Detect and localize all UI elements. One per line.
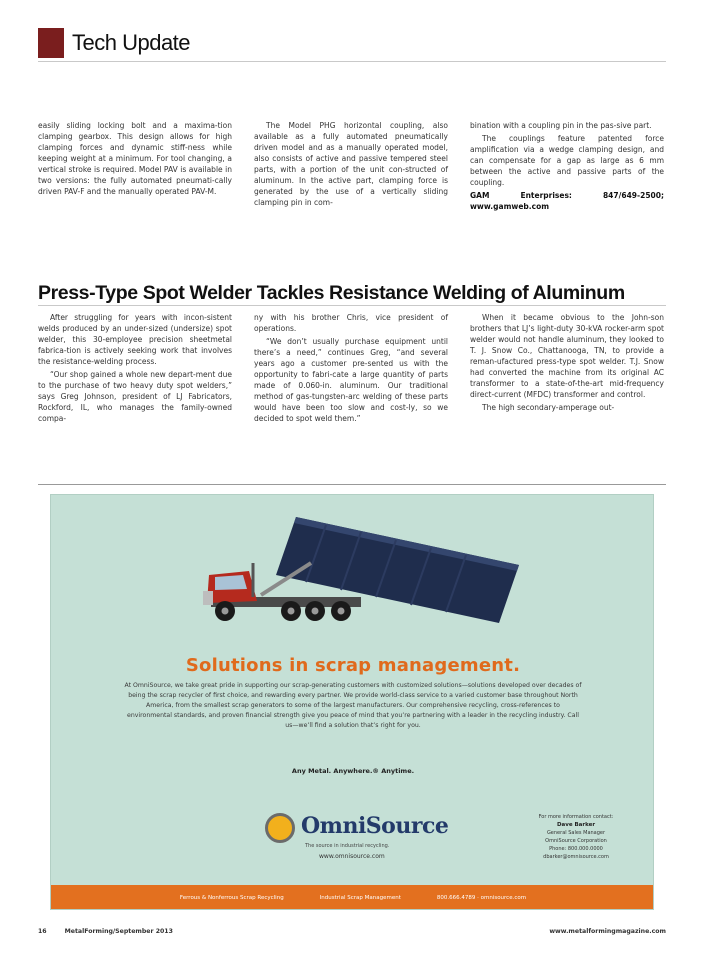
ad-headline: Solutions in scrap management. (185, 655, 521, 676)
page-footer (38, 928, 666, 935)
page-number: 16 (38, 928, 47, 935)
logo-emblem-icon (265, 813, 295, 843)
column-2 (254, 312, 448, 480)
column-1 (38, 312, 232, 480)
top-strip (0, 0, 704, 6)
paragraph: easily sliding locking bolt and a maxima-tion clamping gearbox. This design allows for high clamping forces and dynamic stiff-ness while keeping weight at a minimum. For tool changing, a vertical stroke is required. Model PAV is available in two versions: the fully automated pneumati-cally driven PAV-F and the manually operated PAV-M. (38, 121, 232, 196)
ad-footer-item: 800.666.4789 · omnisource.com (436, 895, 527, 901)
article-end-divider (38, 484, 666, 485)
section-title: Tech Update (72, 30, 191, 55)
paragraph: The couplings feature patented force amplification via a wedge clamping design, and can compensate for a gap as large as 6 mm between the active and passive parts of the coupling. (470, 134, 664, 187)
contact-line: General Sales Manager (546, 830, 606, 836)
contact-line: dbarker@omnisource.com (543, 854, 609, 860)
truck-grille (203, 591, 213, 605)
section-header (38, 28, 190, 58)
column-3 (470, 312, 664, 480)
magazine-url[interactable]: www.metalformingmagazine.com (549, 928, 666, 935)
ad-body-copy: At OmniSource, we take great pride in supporting our scrap-generating customers with customized solutions—solutions developed over decades of being the scrap recycler of first choice, and rewarding every partner. We provide world-class service to a varied customer base throughout North America, from the smallest scrap generators to some of the largest manufacturers. Our comprehensive recycling, cross-references to environmental standards, and proven financial strength give you peace of mind that you’re partnering with a leader in the recycling industry. Call us—we’ll find a solution that’s right for you. (124, 682, 582, 729)
publication-name: MetalForming/September 2013 (64, 928, 173, 935)
column-1 (38, 120, 232, 260)
continued-article-columns (38, 120, 664, 260)
rolloff-truck-illustration (201, 505, 531, 645)
contact-name: Dave Barker (556, 822, 596, 828)
logo-wordmark: OmniSource (301, 813, 449, 839)
paragraph: “Our shop gained a whole new depart-ment due to the purchase of two heavy duty spot welders,” says Greg Johnson, president of LJ Fabricators, Rockford, IL, who manages the family-owned compa- (38, 370, 232, 423)
ad-contact-block (521, 813, 631, 861)
paragraph: After struggling for years with incon-sistent welds produced by an under-sized (undersize) spot welder, this 30-employee precision sheetmetal fabrica-tion is actively seeking work that involves the resistance-welding process. (38, 313, 232, 366)
ad-tagline: Any Metal. Anywhere.® Anytime. (291, 767, 415, 775)
column-2 (254, 120, 448, 260)
ad-footer-item: Ferrous & Nonferrous Scrap Recycling (179, 895, 284, 901)
ad-footer-item: Industrial Scrap Management (319, 895, 401, 901)
header-divider (38, 61, 666, 62)
paragraph: bination with a coupling pin in the pas-sive part. (470, 121, 652, 130)
ad-footer-bar (51, 885, 654, 910)
paragraph: The Model PHG horizontal coupling, also available as a fully automated pneumatically driven model and as a manually operated model, also consists of active and passive tempered steel parts, with a portion of the unit con-structed of aluminum. In the active part, clamping force is generated by the use of a vertically sliding clamping pin in com- (254, 121, 448, 207)
contact-label: For more information contact: (538, 814, 614, 820)
article-headline: Press-Type Spot Welder Tackles Resistance Welding of Aluminum (38, 282, 625, 304)
cab-window (215, 575, 247, 590)
ad-website-link[interactable]: www.omnisource.com (319, 853, 385, 860)
omnisource-logo[interactable] (265, 811, 455, 867)
article-columns (38, 312, 664, 480)
section-color-block (38, 28, 64, 58)
headline-divider (38, 305, 666, 306)
logo-subtitle: The source in industrial recycling. (305, 843, 390, 849)
paragraph: ny with his brother Chris, vice president of operations. (254, 313, 448, 333)
contact-line: Phone: 800.000.0000 (549, 846, 603, 852)
paragraph: When it became obvious to the John-son brothers that LJ’s light-duty 30-kVA rocker-arm spot welder would not handle aluminum, they looked to T. J. Snow Co., Chattanooga, TN, to provide a reman-ufactured press-type spot welder. T.J. Snow had converted the machine from its original AC transformer to a state-of-the-art mid-frequency direct-current (MFDC) transformer and control. (470, 313, 664, 399)
paragraph: “We don’t usually purchase equipment until there’s a need,” continues Greg, “and several years ago a customer pre-sented us with the opportunity to fabri-cate a large quantity of parts made of 0.060-in. aluminum. Our traditional method of gas-tungsten-arc welding of these parts would have been too slow and cost-ly, so we decided to spot weld them.” (254, 337, 448, 423)
paragraph: The high secondary-amperage out- (482, 403, 615, 412)
contact-line: OmniSource Corporation (545, 838, 607, 844)
column-3 (470, 120, 664, 260)
contact-info: GAM Enterprises: 847/649-2500; www.gamweb.com (470, 191, 664, 211)
omnisource-advertisement[interactable] (50, 494, 654, 910)
